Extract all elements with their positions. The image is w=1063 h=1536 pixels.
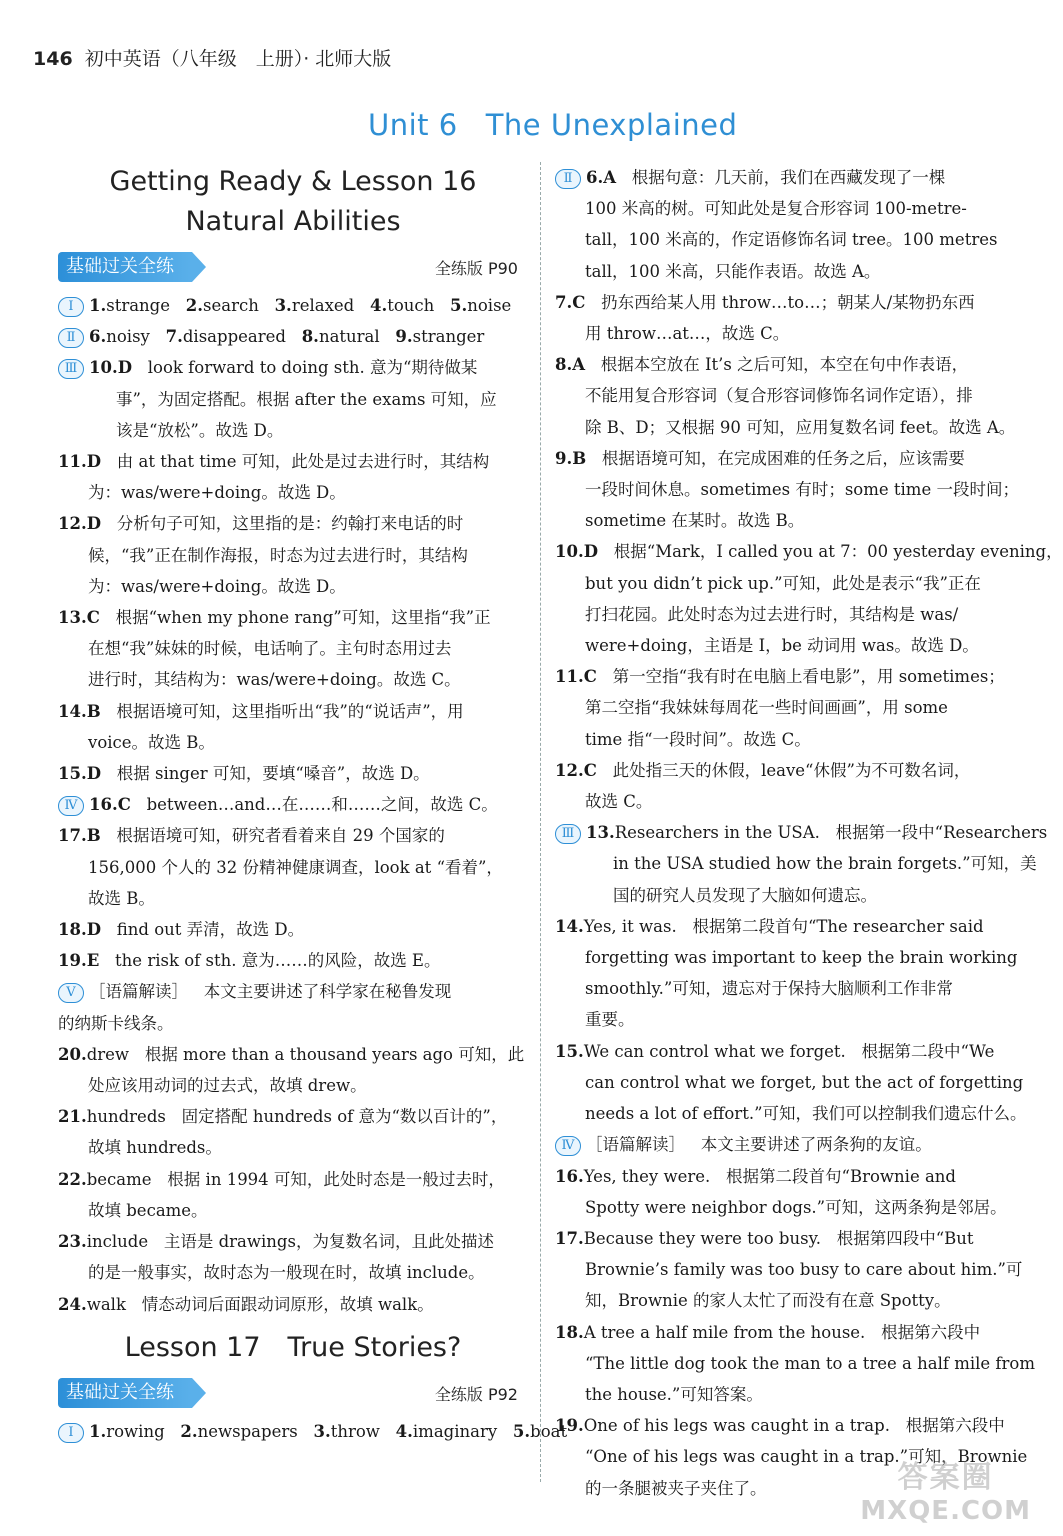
answer-10: Ⅲ 10.D look forward to doing sth. 意为“期待做某 [58, 352, 528, 383]
answer-r7: 7.C 扔东西给某人用 throw…to…；朝某人/某物扔东西 [555, 292, 975, 312]
answer-13: 13.C 根据“when my phone rang”可知，这里指“我”正 [58, 608, 491, 628]
book-title: 初中英语（八年级 上册）· 北师大版 [84, 48, 392, 70]
answer-r11: 11.C 第一空指“我有时在电脑上看电影”，用 sometimes； [555, 667, 1005, 687]
answer-14: 14.B 根据语境可知，这里指听出“我”的“说话声”，用 [58, 701, 464, 721]
lesson16-title-line2: Natural Abilities [185, 206, 401, 237]
lesson16-title [58, 162, 528, 242]
section-page-ref: 全练版 P90 [434, 259, 518, 278]
answer-set-II: Ⅱ 6.noisy 7.disappeared 8.natural 9.stranger [58, 321, 528, 352]
page-number: 146 [33, 48, 73, 70]
answer-23-cont: 的是一般事实，故时态为一般现在时，故填 include。 [88, 1263, 485, 1283]
answer-r15: 15.We can control what we forget. 根据第二段中“We [555, 1041, 995, 1061]
answer-r6-cont: tall，100 米高的，作定语修饰名词 tree。100 metres [585, 230, 998, 250]
watermark [860, 1452, 1031, 1526]
section-page-ref: 全练版 P92 [434, 1384, 518, 1404]
roman-mark-II: Ⅱ [58, 328, 84, 348]
answer-17-cont: 故选 B。 [88, 888, 155, 908]
answer-r10: 10.D 根据“Mark，I called you at 7：00 yesterday evening， [555, 542, 1063, 562]
answer-10-cont: 该是“放松”。故选 D。 [116, 420, 284, 440]
roman-mark-I: Ⅰ [58, 1423, 84, 1443]
answer-r14-cont: smoothly.”可知，遗忘对于保持大脑顺利工作非常 [585, 979, 953, 999]
answer-16: Ⅳ 16.C between…and…在……和……之间，故选 C。 [58, 789, 528, 820]
answer-r13: Ⅲ 13.Researchers in the USA. 根据第一段中“Researchers [555, 817, 1027, 848]
answer-r6: Ⅱ 6.A 根据句意：几天前，我们在西藏发现了一棵 [555, 162, 1027, 193]
answer-12-cont: 为：was/were+doing。故选 D。 [88, 576, 346, 596]
answer-11-cont: 为：was/were+doing。故选 D。 [88, 483, 346, 503]
answer-r10-cont: but you didn’t pick up.”可知，此处是表示“我”正在 [585, 573, 981, 593]
watermark-url: MXQE.COM [860, 1496, 1031, 1526]
answer-set-I: Ⅰ 1.strange 2.search 3.relaxed 4.touch 5.noise [58, 290, 528, 321]
answer-r11-cont: 第二空指“我妹妹每周花一些时间画画”，用 some [585, 698, 948, 718]
answer-17-cont: 156,000 个人的 32 份精神健康调查，look at “看着”， [88, 857, 503, 877]
passage-note-V-cont: 的纳斯卡线条。 [58, 1013, 174, 1033]
answer-r11-cont: time 指“一段时间”。故选 C。 [585, 729, 811, 749]
answer-r12: 12.C 此处指三天的休假，leave“休假”为不可数名词， [555, 760, 971, 780]
answer-r12-cont: 故选 C。 [585, 792, 653, 812]
answer-r15-cont: needs a lot of effort.”可知，我们可以控制我们遗忘什么。 [585, 1104, 1027, 1124]
answer-r17-cont: Brownie’s family was too busy to care about him.”可 [585, 1260, 1023, 1280]
answer-20-cont: 处应该用动词的过去式，故填 drew。 [88, 1076, 367, 1096]
answer-r17-cont: 知，Brownie 的家人太忙了而没有在意 Spotty。 [585, 1291, 951, 1311]
roman-mark-III: Ⅲ [58, 359, 84, 379]
answer-r16: 16.Yes, they were. 根据第二段首句“Brownie and [555, 1166, 956, 1186]
lesson17-section-band [58, 1376, 528, 1412]
answer-23: 23.include 主语是 drawings，为复数名词，且此处描述 [58, 1232, 494, 1252]
column-divider [540, 162, 541, 1482]
answer-r13-cont: in the USA studied how the brain forgets.”可知，美 [613, 854, 1037, 874]
answer-12-cont: 候，“我”正在制作海报，时态为过去进行时，其结构 [88, 545, 468, 565]
answer-r8-cont: 除 B、D；又根据 90 可知，应用复数名词 feet。故选 A。 [585, 417, 1016, 437]
answer-r19-cont: “One of his legs was caught in a trap.”可知，Brownie [585, 1447, 1028, 1467]
unit-name: The Unexplained [485, 108, 738, 142]
answer-11: 11.D 由 at that time 可知，此处是过去进行时，其结构 [58, 452, 490, 472]
answer-21-cont: 故填 hundreds。 [88, 1138, 222, 1158]
answer-r7-cont: 用 throw…at…，故选 C。 [585, 324, 790, 344]
answer-r18-cont: “The little dog took the man to a tree a half mile from [585, 1353, 1035, 1373]
unit-title [368, 108, 737, 142]
answer-r8-cont: 不能用复合形容词（复合形容词修饰名词作定语），排 [585, 386, 973, 406]
answer-13-cont: 在想“我”妹妹的时候，电话响了。主句时态用过去 [88, 639, 452, 659]
lesson16-title-line1: Getting Ready & Lesson 16 [109, 166, 477, 197]
section-label: 基础过关全练 [58, 1378, 192, 1408]
right-column [555, 162, 1063, 1504]
answer-21: 21.hundreds 固定搭配 hundreds of 意为“数以百计的”， [58, 1107, 508, 1127]
answer-r8: 8.A 根据本空放在 It’s 之后可知，本空在句中作表语， [555, 355, 969, 375]
section-label: 基础过关全练 [58, 252, 192, 282]
answer-r18: 18.A tree a half mile from the house. 根据第六段中 [555, 1322, 981, 1342]
answer-r18-cont: the house.”可知答案。 [585, 1384, 763, 1404]
unit-number: Unit 6 [368, 108, 458, 142]
answer-r9-cont: 一段时间休息。sometimes 有时；some time 一段时间； [585, 480, 1019, 500]
passage-note-IV: Ⅳ ［语篇解读］ 本文主要讲述了两条狗的友谊。 [555, 1129, 1027, 1160]
page-header [33, 44, 391, 71]
answer-r9-cont: sometime 在某时。故选 B。 [585, 511, 805, 531]
answer-r14-cont: forgetting was important to keep the brain working [585, 948, 1018, 968]
answer-22: 22.became 根据 in 1994 可知，此处时态是一般过去时， [58, 1169, 505, 1189]
answer-12: 12.D 分析句子可知，这里指的是：约翰打来电话的时 [58, 514, 464, 534]
answer-13-cont: 进行时，其结构为：was/were+doing。故选 C。 [88, 670, 461, 690]
answer-20: 20.drew 根据 more than a thousand years ago 可知，此 [58, 1044, 525, 1064]
answer-19: 19.E the risk of sth. 意为……的风险，故选 E。 [58, 951, 441, 971]
lesson16-section-band [58, 250, 528, 286]
answer-17: 17.B 根据语境可知，研究者看着来自 29 个国家的 [58, 826, 445, 846]
answer-r16-cont: Spotty were neighbor dogs.”可知，这两条狗是邻居。 [585, 1197, 1007, 1217]
roman-mark-IV: Ⅳ [555, 1136, 581, 1156]
answer-r10-cont: 打扫花园。此处时态为过去进行时，其结构是 was/ [585, 604, 959, 624]
left-column [58, 162, 568, 1447]
answer-r6-cont: 100 米高的树。可知此处是复合形容词 100-metre- [585, 199, 967, 219]
answer-r6-cont: tall，100 米高，只能作表语。故选 A。 [585, 261, 881, 281]
answer-22-cont: 故填 became。 [88, 1200, 208, 1220]
answer-r17: 17.Because they were too busy. 根据第四段中“But [555, 1228, 974, 1248]
answer-r15-cont: can control what we forget, but the act of forgetting [585, 1072, 1024, 1092]
answer-r13-cont: 国的研究人员发现了大脑如何遗忘。 [613, 885, 877, 905]
lesson17-title: Lesson 17 True Stories? [124, 1331, 462, 1363]
roman-mark-II: Ⅱ [555, 169, 581, 189]
answer-18: 18.D find out 弄清，故选 D。 [58, 920, 305, 940]
answer-r14-cont: 重要。 [585, 1010, 635, 1030]
passage-note-V: Ⅴ ［语篇解读］ 本文主要讲述了科学家在秘鲁发现 [58, 976, 528, 1007]
roman-mark-III: Ⅲ [555, 824, 581, 844]
answer-15: 15.D 根据 singer 可知，要填“嗓音”，故选 D。 [58, 764, 430, 784]
roman-mark-IV: Ⅳ [58, 796, 84, 816]
answer-10-cont: 事”，为固定搭配。根据 after the exams 可知，应 [116, 389, 497, 409]
answer-r19-cont: 的一条腿被夹子夹住了。 [585, 1478, 767, 1498]
answer-r9: 9.B 根据语境可知，在完成困难的任务之后，应该需要 [555, 448, 965, 468]
answer-14-cont: voice。故选 B。 [88, 732, 215, 752]
lesson17-answer-set-I: Ⅰ 1.rowing 2.newspapers 3.throw 4.imaginary 5.boat [58, 1416, 528, 1447]
answer-r14: 14.Yes, it was. 根据第二段首句“The researcher said [555, 916, 984, 936]
answer-24: 24.walk 情态动词后面跟动词原形，故填 walk。 [58, 1294, 434, 1314]
answer-r10-cont: were+doing，主语是 I，be 动词用 was。故选 D。 [585, 636, 979, 656]
roman-mark-V: Ⅴ [58, 983, 84, 1003]
roman-mark-I: Ⅰ [58, 297, 84, 317]
watermark-logo: 答案圈 [897, 1460, 994, 1495]
answer-r19: 19.One of his legs was caught in a trap. 根据第六段中 [555, 1416, 1005, 1436]
